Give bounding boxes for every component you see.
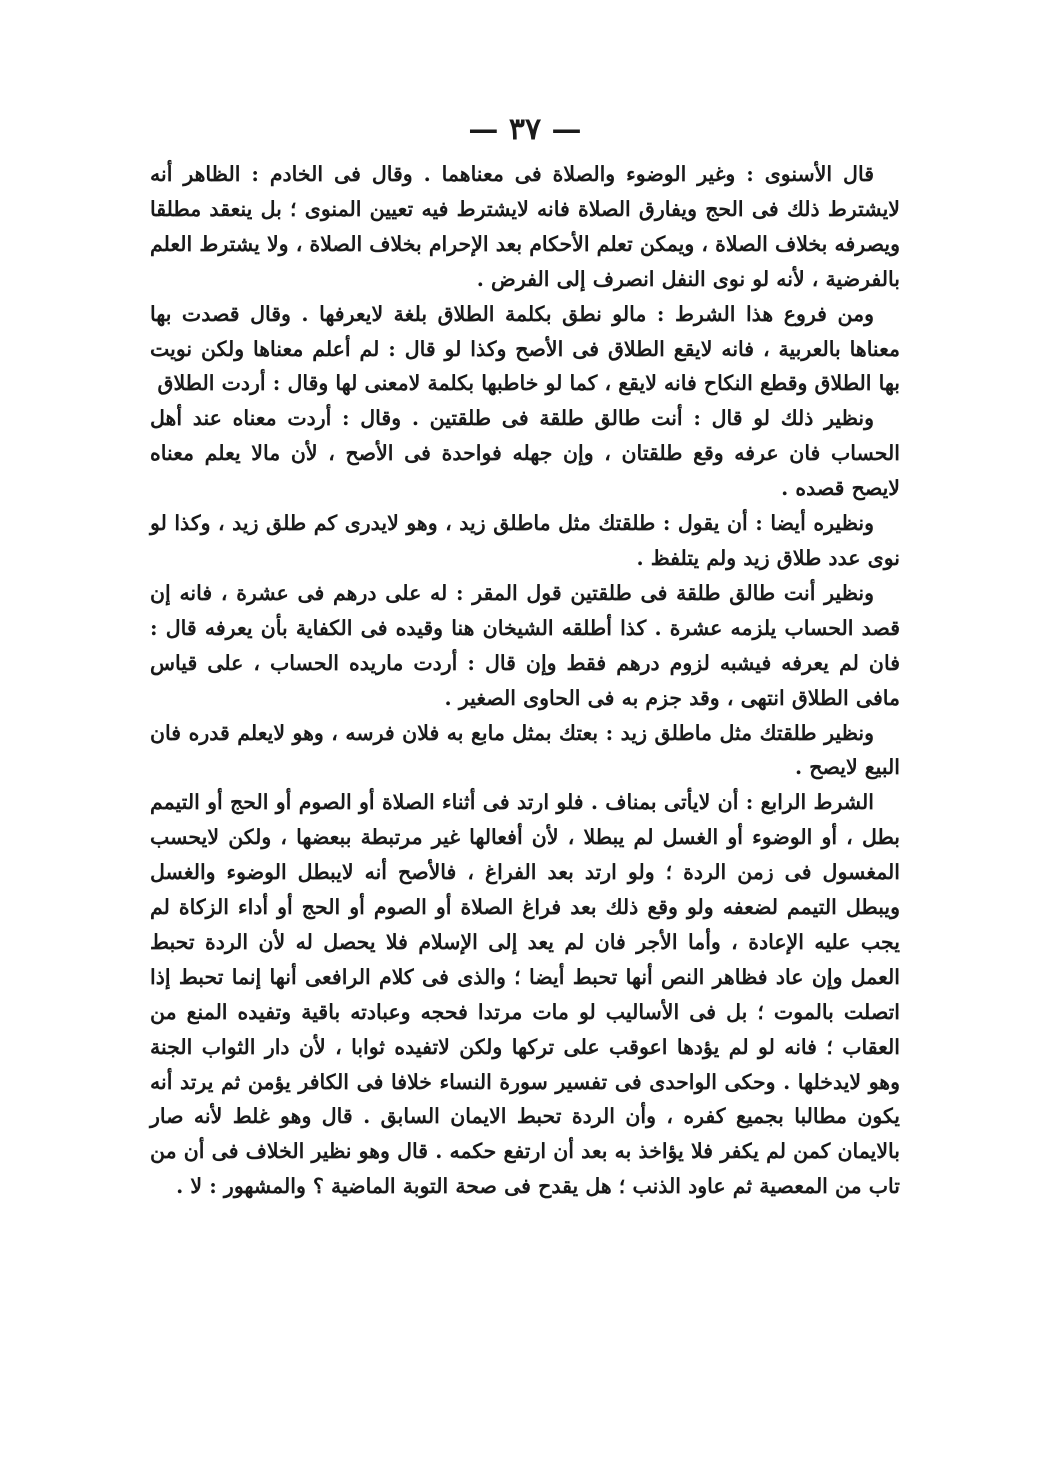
paragraph: ومن فروع هذا الشرط : مالو نطق بكلمة الطلاق بلغة لايعرفها . وقال قصدت بها معناها بالعربية ، فانه لايقع الطلاق فى الأصح وكذا لو قال : لم أعلم معناها ولكن نويت بها الطلاق وقطع النكاح فانه لايقع ، كما لو خاطبها بكلمة لامعنى لها وقال : أردت الطلاق: [150, 301, 900, 396]
paragraph: ونظير أنت طالق طلقة فى طلقتين قول المقر : له على درهم فى عشرة ، فانه إن قصد الحساب يلزمه عشرة . كذا أطلقه الشيخان هنا وقيده فى الكفاية بأن يعرفه قال : فان لم يعرفه فيشبه لزوم درهم فقط وإن قال : أردت ماريده الحساب ، على قياس مافى الطلاق انتهى ، وقد جزم به فى الحاوى الصغير .: [150, 580, 900, 710]
paragraph: ونظير ذلك لو قال : أنت طالق طلقة فى طلقتين . وقال : أردت معناه عند أهل الحساب فان عرفه وقع طلقتان ، وإن جهله فواحدة فى الأصح ، لأن مالا يعلم معناه لايصح قصده .: [150, 406, 900, 501]
page-number: — ٣٧ —: [468, 112, 582, 147]
paragraph: قال الأسنوى : وغير الوضوء والصلاة فى معناهما . وقال فى الخادم : الظاهر أنه لايشترط ذلك فى الحج ويفارق الصلاة فانه لايشترط فيه تعيين المنوى ؛ بل ينعقد مطلقا ويصرفه بخلاف الصلاة ، ويمكن تعلم الأحكام بعد الإحرام بخلاف الصلاة ، ولا يشترط العلم بالفرضية ، لأنه لو نوى النفل انصرف إلى الفرض .: [149, 162, 900, 291]
paragraph: ونظيره أيضا : أن يقول : طلقتك مثل ماطلق زيد ، وهو لايدرى كم طلق زيد ، وكذا لو نوى عدد طلاق زيد ولم يتلفظ .: [150, 511, 900, 570]
paragraph: ونظير طلقتك مثل ماطلق زيد : بعتك بمثل مابع به فلان فرسه ، وهو لايعلم قدره فان البيع لايصح .: [150, 720, 900, 780]
document-page: [150, 105, 900, 1204]
paragraph: الشرط الرابع : أن لايأتى بمناف . فلو ارتد فى أثناء الصلاة أو الصوم أو الحج أو التيمم بطل ، أو الوضوء أو الغسل لم يبطلا ، لأن أفعالها غير مرتبطة ببعضها ، ولكن لايحسب المغسول فى زمن الردة ؛ ولو ارتد بعد الفراغ ، فالأصح أنه لايبطل الوضوء والغسل ويبطل التيمم لضعفه ولو وقع ذلك بعد فراغ الصلاة أو الصوم أو الحج أو أداء الزكاة لم يجب عليه الإعادة ، وأما الأجر فان لم يعد إلى الإسلام فلا يحصل له لأن الردة تحبط العمل وإن عاد فظاهر النص أنها تحبط أيضا ؛ والذى فى كلام الرافعى أنها إنما تحبط إذا اتصلت بالموت ؛ بل فى الأساليب لو مات مرتدا فحجه وعبادته باقية وتفيده المنع من العقاب ؛ فانه لو لم يؤدها اعوقب على تركها ولكن لاتفيده ثوابا ، لأن دار الثواب الجنة وهو لايدخلها . وحكى الواحدى فى تفسير سورة النساء خلافا فى الكافر يؤمن ثم يرتد أنه يكون مطالبا بجميع كفره ، وأن الردة تحبط الايمان السابق . قال وهو غلط لأنه صار بالايمان كمن لم يكفر فلا يؤاخذ به بعد أن ارتفع حكمه . قال وهو نظير الخلاف فى أن من تاب من المعصية ثم عاود الذنب ؛ هل يقدح فى صحة التوبة الماضية ؟ والمشهور : لا .: [150, 790, 900, 1199]
